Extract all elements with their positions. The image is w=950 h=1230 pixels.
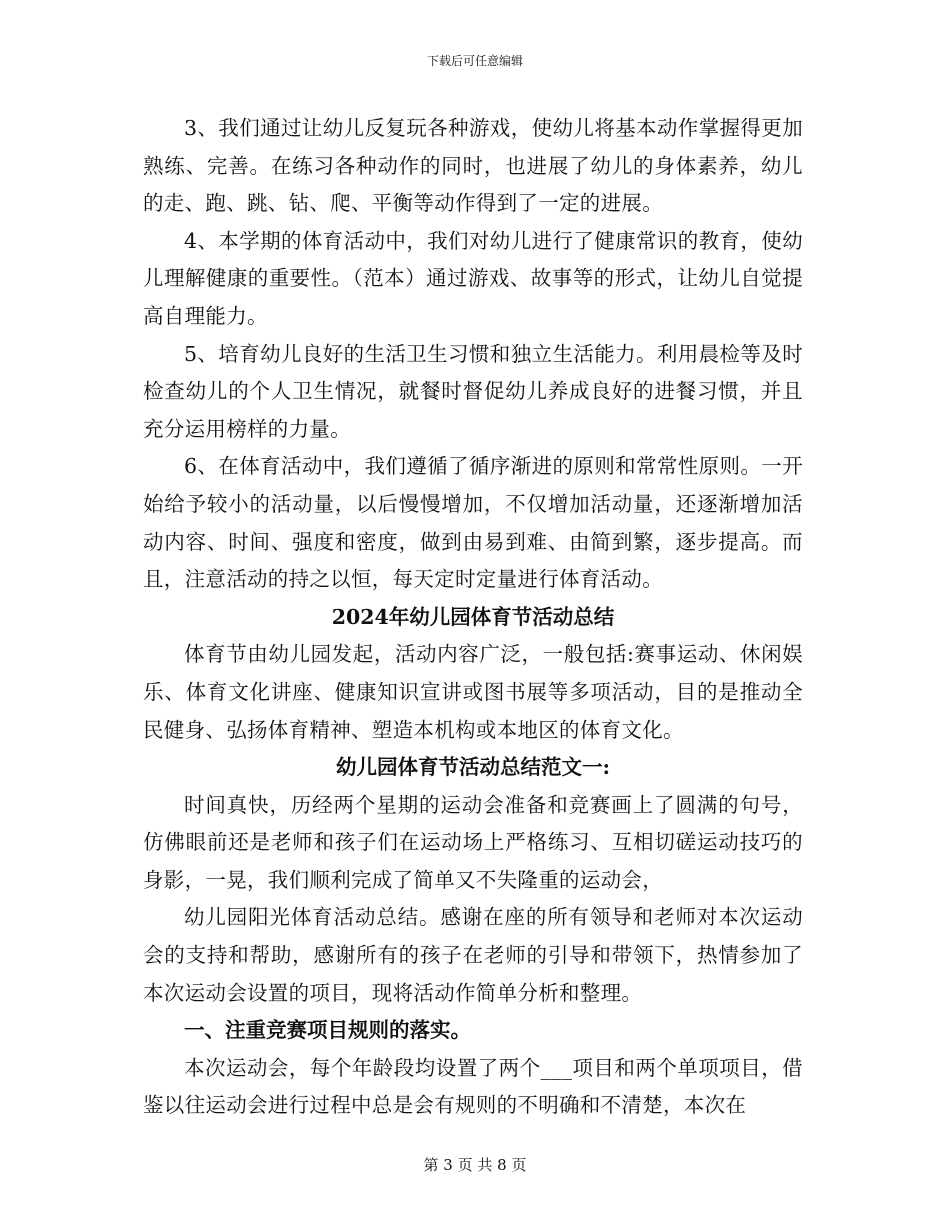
last-paragraph: 本次运动会，每个年龄段均设置了两个___项目和两个单项项目，借鉴以往运动会进行过程中总是会有规则的不明确和不清楚，本次在: [143, 1055, 803, 1118]
page-footer: 第 3 页 共 8 页: [423, 1156, 527, 1174]
paragraph-item-4: 4、本学期的体育活动中，我们对幼儿进行了健康常识的教育，使幼儿理解健康的重要性。（范本）通过游戏、故事等的形式，让幼儿自觉提高自理能力。: [143, 228, 803, 328]
intro-paragraph: 体育节由幼儿园发起，活动内容广泛，一般包括:赛事运动、休闲娱乐、体育文化讲座、健康知识宣讲或图书展等多项活动，目的是推动全民健身、弘扬体育精神、塑造本机构或本地区的体育文化。: [143, 642, 803, 742]
sample-subtitle: 幼儿园体育节活动总结范文一:: [335, 755, 611, 780]
document-body: [143, 110, 803, 1125]
paragraph-item-5: 5、培育幼儿良好的生活卫生习惯和独立生活能力。利用晨检等及时检查幼儿的个人卫生情况，就餐时督促幼儿养成良好的进餐习惯，并且充分运用榜样的力量。: [143, 341, 803, 441]
sample-paragraph-1: 时间真快，历经两个星期的运动会准备和竞赛画上了圆满的句号，仿佛眼前还是老师和孩子们在运动场上严格练习、互相切磋运动技巧的身影，一晃，我们顺利完成了简单又不失隆重的运动会，: [143, 792, 803, 892]
sample-paragraph-2: 幼儿园阳光体育活动总结。感谢在座的所有领导和老师对本次运动会的支持和帮助，感谢所有的孩子在老师的引导和带领下，热情参加了本次运动会设置的项目，现将活动作简单分析和整理。: [143, 905, 803, 1005]
page-header: 下载后可任意编辑: [426, 54, 523, 68]
paragraph-item-3: 3、我们通过让幼儿反复玩各种游戏，使幼儿将基本动作掌握得更加熟练、完善。在练习各种动作的同时，也进展了幼儿的身体素养，幼儿的走、跑、跳、钻、爬、平衡等动作得到了一定的进展。: [143, 116, 803, 216]
section-heading: 一、注重竞赛项目规则的落实。: [184, 1018, 471, 1043]
paragraph-item-6: 6、在体育活动中，我们遵循了循序渐进的原则和常常性原则。一开始给予较小的活动量，以后慢慢增加，不仅增加活动量，还逐渐增加活动内容、时间、强度和密度，做到由易到难、由简到繁，逐步提高。而且，注意活动的持之以恒，每天定时定量进行体育活动。: [143, 454, 803, 592]
document-title: 2024年幼儿园体育节活动总结: [331, 604, 615, 629]
